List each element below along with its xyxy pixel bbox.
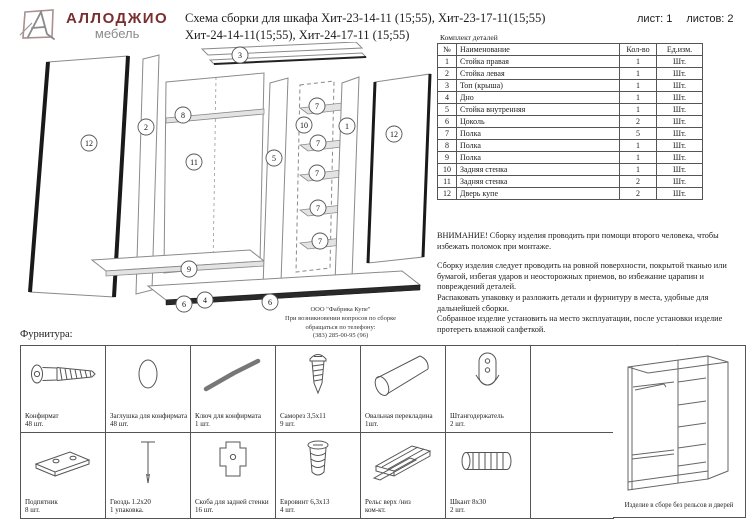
part-unit: Шт. bbox=[657, 116, 703, 128]
parts-table-row bbox=[438, 176, 703, 188]
assembled-caption: Изделие в сборе без рельсов и дверей bbox=[624, 502, 734, 509]
part-unit: Шт. bbox=[657, 80, 703, 92]
diagram-callout-12 bbox=[386, 126, 402, 142]
parts-header-num: № bbox=[438, 44, 457, 56]
part-unit: Шт. bbox=[657, 56, 703, 68]
hardware-item-name: Шкант 8х30 bbox=[450, 497, 487, 506]
part-unit: Шт. bbox=[657, 176, 703, 188]
hex-key-icon bbox=[191, 349, 275, 399]
diagram-callout-9 bbox=[181, 261, 197, 277]
hardware-item-name: Конфирмат bbox=[25, 411, 59, 420]
svg-text:10: 10 bbox=[300, 120, 308, 130]
parts-table-row bbox=[438, 128, 703, 140]
right-door-panel bbox=[368, 74, 430, 263]
part-unit: Шт. bbox=[657, 92, 703, 104]
parts-header-name: Наименование bbox=[457, 44, 620, 56]
note-unpack: Распаковать упаковку и разложить детали и фурнитуру в места, удобные для дальнейшей сборки. bbox=[437, 293, 709, 313]
part-number: 10 bbox=[438, 164, 457, 176]
part-number: 7 bbox=[438, 128, 457, 140]
svg-text:1: 1 bbox=[345, 121, 349, 131]
sheet-info bbox=[637, 13, 734, 25]
hardware-item-qty: 1шт. bbox=[365, 420, 379, 429]
part-qty: 2 bbox=[620, 188, 657, 200]
hardware-item-rodholder bbox=[446, 346, 531, 433]
diagram-callout-1 bbox=[339, 118, 355, 134]
hardware-item-rail bbox=[361, 433, 446, 519]
parts-table-row bbox=[438, 68, 703, 80]
page-title-line1: Схема сборки для шкафа Хит-23-14-11 (15;55), Хит-23-17-11(15;55) bbox=[185, 11, 546, 25]
svg-text:4: 4 bbox=[203, 295, 207, 305]
page-title bbox=[185, 10, 557, 44]
part-unit: Шт. bbox=[657, 140, 703, 152]
diagram-callout-7 bbox=[309, 165, 325, 181]
diagram-callout-6 bbox=[262, 294, 278, 310]
svg-text:12: 12 bbox=[85, 138, 93, 148]
part-unit: Шт. bbox=[657, 104, 703, 116]
part-number: 4 bbox=[438, 92, 457, 104]
hardware-item-bracket bbox=[191, 433, 276, 519]
hardware-item-hexkey bbox=[191, 346, 276, 433]
part-unit: Шт. bbox=[657, 128, 703, 140]
part-number: 12 bbox=[438, 188, 457, 200]
hardware-item-dowel bbox=[446, 433, 531, 519]
brand-name: АЛЛОДЖИО bbox=[66, 9, 169, 27]
factory-note2: обращаться по телефону: bbox=[305, 323, 376, 331]
diagram-callout-7 bbox=[309, 98, 325, 114]
part-name: Задняя стенка bbox=[457, 176, 620, 188]
hardware-item-name: Гвоздь 1.2х20 bbox=[110, 497, 151, 506]
parts-table-caption: Комплект деталей bbox=[440, 33, 498, 42]
diagram-callout-7 bbox=[310, 135, 326, 151]
part-name: Задняя стенка bbox=[457, 164, 620, 176]
foot-plate-icon bbox=[21, 436, 105, 486]
confirmat-screw-icon bbox=[21, 349, 105, 399]
part-qty: 1 bbox=[620, 68, 657, 80]
part-qty: 1 bbox=[620, 164, 657, 176]
hardware-item-name: Штангодержатель bbox=[450, 411, 504, 420]
diagram-callout-6 bbox=[176, 296, 192, 312]
part-number: 3 bbox=[438, 80, 457, 92]
part-qty: 1 bbox=[620, 92, 657, 104]
confirmat-cap-icon bbox=[106, 349, 190, 399]
exploded-view-diagram bbox=[12, 42, 436, 344]
rail-icon bbox=[361, 436, 445, 486]
back-panel-bracket-icon bbox=[191, 436, 275, 486]
hardware-item-qty: 9 шт. bbox=[280, 420, 295, 429]
svg-text:3: 3 bbox=[238, 50, 242, 60]
brand-subtitle: мебель bbox=[94, 25, 140, 41]
part-unit: Шт. bbox=[657, 164, 703, 176]
diagram-callout-7 bbox=[310, 200, 326, 216]
svg-text:9: 9 bbox=[187, 264, 191, 274]
euro-screw-icon bbox=[276, 436, 360, 486]
parts-table-row bbox=[438, 116, 703, 128]
part-number: 5 bbox=[438, 104, 457, 116]
inner-stand-panel bbox=[263, 78, 288, 287]
part-qty: 2 bbox=[620, 176, 657, 188]
part-qty: 2 bbox=[620, 116, 657, 128]
parts-table-row bbox=[438, 140, 703, 152]
part-name: Стойка правая bbox=[457, 56, 620, 68]
page-title-line2: Хит-24-14-11(15;55), Хит-24-17-11 (15;55) bbox=[185, 27, 410, 42]
hardware-item-qty: 16 шт. bbox=[195, 506, 214, 515]
hardware-item-footplate bbox=[21, 433, 106, 519]
parts-table-row bbox=[438, 104, 703, 116]
hardware-item-qty: 2 шт. bbox=[450, 506, 465, 515]
diagram-callout-4 bbox=[197, 292, 213, 308]
assembled-product-cell bbox=[613, 345, 746, 518]
hardware-item-name: Ключ для конфирмата bbox=[195, 411, 261, 420]
part-qty: 1 bbox=[620, 56, 657, 68]
part-unit: Шт. bbox=[657, 68, 703, 80]
hardware-item-name: Евровинт 6,3х13 bbox=[280, 497, 330, 506]
hardware-item-euroscrew bbox=[276, 433, 361, 519]
parts-table-row bbox=[438, 152, 703, 164]
svg-text:7: 7 bbox=[315, 101, 319, 111]
hardware-caption: Фурнитура: bbox=[20, 329, 73, 340]
svg-text:7: 7 bbox=[318, 236, 322, 246]
hardware-item-qty: 8 шт. bbox=[25, 506, 40, 515]
parts-table-row bbox=[438, 164, 703, 176]
hardware-table-empty-cell bbox=[531, 346, 614, 433]
rod-holder-icon bbox=[446, 349, 530, 399]
diagram-callout-5 bbox=[266, 150, 282, 166]
part-name: Топ (крыша) bbox=[457, 80, 620, 92]
svg-text:2: 2 bbox=[144, 122, 148, 132]
part-name: Полка bbox=[457, 140, 620, 152]
part-name: Дно bbox=[457, 92, 620, 104]
parts-table-body bbox=[438, 56, 703, 200]
part-number: 6 bbox=[438, 116, 457, 128]
svg-text:11: 11 bbox=[190, 157, 198, 167]
svg-text:7: 7 bbox=[315, 168, 319, 178]
factory-note1: При возникновении вопросов по сборке bbox=[285, 314, 396, 322]
diagram-callout-12 bbox=[81, 135, 97, 151]
diagram-callout-8 bbox=[175, 107, 191, 123]
diagram-callout-2 bbox=[138, 119, 154, 135]
factory-phone: (383) 285-00-95 (96) bbox=[312, 332, 369, 340]
hardware-item-cap bbox=[106, 346, 191, 433]
part-name: Дверь купе bbox=[457, 188, 620, 200]
parts-table-row bbox=[438, 56, 703, 68]
hardware-item-name: Скоба для задней стенки bbox=[195, 497, 269, 506]
parts-header-qty: Кол-во bbox=[620, 44, 657, 56]
hardware-item-name: Подпятник bbox=[25, 497, 58, 506]
diagram-callout-7 bbox=[312, 233, 328, 249]
nail-icon bbox=[106, 436, 190, 486]
part-number: 11 bbox=[438, 176, 457, 188]
sheets-total: листов: 2 bbox=[686, 13, 734, 25]
hardware-item-name: Рельс верх /низ bbox=[365, 497, 411, 506]
parts-table-row bbox=[438, 92, 703, 104]
svg-text:7: 7 bbox=[316, 203, 320, 213]
part-qty: 1 bbox=[620, 80, 657, 92]
part-qty: 1 bbox=[620, 152, 657, 164]
self-tapping-screw-icon bbox=[276, 349, 360, 399]
part-qty: 1 bbox=[620, 104, 657, 116]
part-name: Цоколь bbox=[457, 116, 620, 128]
part-name: Полка bbox=[457, 152, 620, 164]
hardware-item-name: Овальная перекладина bbox=[365, 411, 433, 420]
parts-table-row bbox=[438, 80, 703, 92]
note-surface: Сборку изделия следует проводить на ровной поверхности, покрытой тканью или бумагой, избегая ударов и неосторожных приемов, во избежание царапин и повреждений деталей. bbox=[437, 261, 727, 292]
factory-name: ООО "Фабрика Купе" bbox=[310, 306, 371, 313]
hardware-item-name: Саморез 3,5х11 bbox=[280, 411, 326, 420]
hardware-item-qty: 48 шт. bbox=[25, 420, 44, 429]
svg-text:6: 6 bbox=[268, 297, 272, 307]
hardware-item-qty: 48 шт. bbox=[110, 420, 129, 429]
hardware-item-qty: 1 упаковка. bbox=[110, 506, 144, 515]
part-number: 2 bbox=[438, 68, 457, 80]
sheet-number: лист: 1 bbox=[637, 13, 673, 25]
svg-text:12: 12 bbox=[390, 129, 398, 139]
hardware-item-name: Заглушка для конфирмата bbox=[110, 411, 188, 420]
parts-table-header-row bbox=[438, 44, 703, 56]
brand-logo-text bbox=[66, 10, 168, 41]
svg-text:5: 5 bbox=[272, 153, 276, 163]
parts-header-unit: Ед.изм. bbox=[657, 44, 703, 56]
part-number: 1 bbox=[438, 56, 457, 68]
brand-logo-icon bbox=[18, 7, 58, 43]
assembled-wardrobe-drawing bbox=[620, 349, 740, 495]
hardware-item-samorez bbox=[276, 346, 361, 433]
oval-rod-icon bbox=[361, 349, 445, 399]
hardware-table-empty-cell bbox=[531, 433, 614, 519]
part-qty: 1 bbox=[620, 140, 657, 152]
hardware-item-rod bbox=[361, 346, 446, 433]
hardware-table bbox=[20, 345, 614, 519]
brand-logo bbox=[18, 7, 168, 43]
svg-text:7: 7 bbox=[316, 138, 320, 148]
svg-text:6: 6 bbox=[182, 299, 186, 309]
svg-text:8: 8 bbox=[181, 110, 185, 120]
hardware-item-confirmat bbox=[21, 346, 106, 433]
part-number: 8 bbox=[438, 140, 457, 152]
part-number: 9 bbox=[438, 152, 457, 164]
part-name: Полка bbox=[457, 128, 620, 140]
part-qty: 5 bbox=[620, 128, 657, 140]
back-panel-wide bbox=[164, 73, 264, 273]
hardware-item-qty: 4 шт. bbox=[280, 506, 295, 515]
hardware-item-qty: 1 шт. bbox=[195, 420, 210, 429]
diagram-callout-11 bbox=[186, 154, 202, 170]
warning-text: ВНИМАНИЕ! Сборку изделия проводить при помощи второго человека, чтобы избежать поломок при монтаже. bbox=[437, 231, 719, 251]
note-place: Собранное изделие установить на место эксплуатации, после установки изделие протереть влажной салфеткой. bbox=[437, 314, 723, 334]
hardware-item-qty: ком-кт. bbox=[365, 506, 386, 515]
hardware-item-nail bbox=[106, 433, 191, 519]
top-panel-strip bbox=[202, 42, 362, 55]
part-name: Стойка внутренняя bbox=[457, 104, 620, 116]
part-unit: Шт. bbox=[657, 188, 703, 200]
part-name: Стойка левая bbox=[457, 68, 620, 80]
diagram-callout-10 bbox=[296, 117, 312, 133]
parts-table bbox=[437, 43, 703, 200]
part-unit: Шт. bbox=[657, 152, 703, 164]
hardware-item-qty: 2 шт. bbox=[450, 420, 465, 429]
parts-table-row bbox=[438, 188, 703, 200]
diagram-callout-3 bbox=[232, 47, 248, 63]
dowel-icon bbox=[446, 436, 530, 486]
